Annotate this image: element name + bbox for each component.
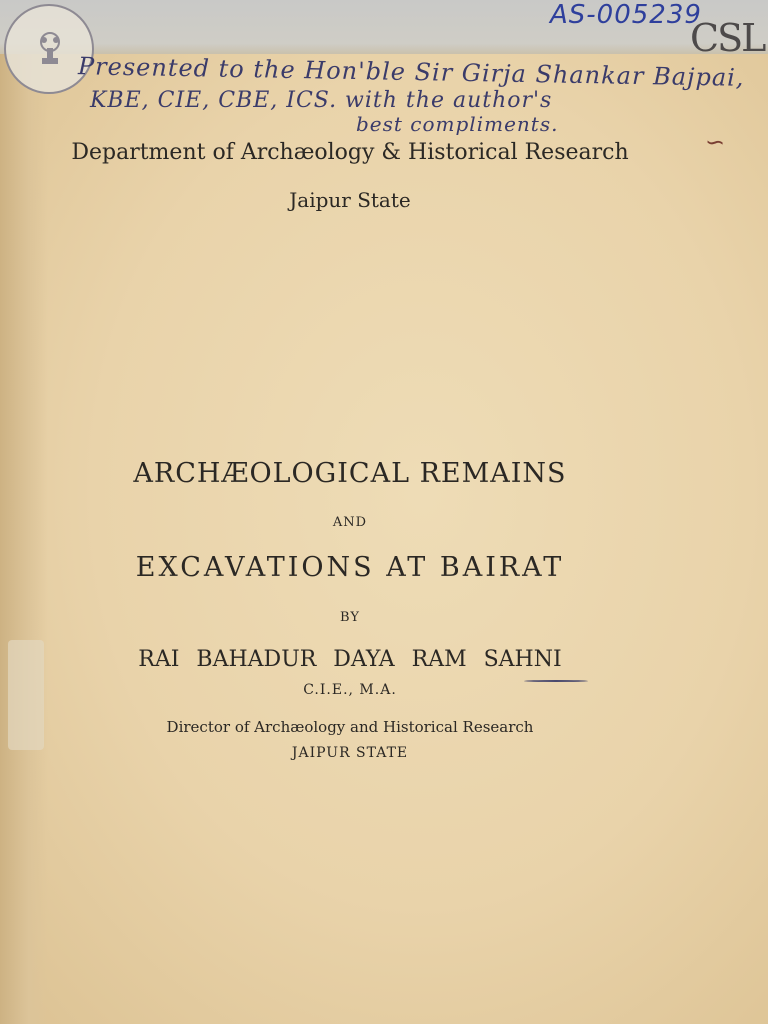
state-heading: Jaipur State — [289, 188, 411, 212]
accession-number: AS-005239 — [550, 0, 702, 30]
handwritten-inscription-line-1: Presented to the Hon'ble Sir Girja Shankar Bajpai, — [77, 52, 745, 92]
handwritten-inscription-line-2: KBE, CIE, CBE, ICS. with the author's — [90, 88, 553, 113]
author-position: Director of Archæology and Historical Research — [166, 718, 534, 736]
handwritten-inscription-line-3: best compliments. — [356, 112, 559, 136]
author-degrees: C.I.E., M.A. — [303, 682, 397, 698]
title-conjunction: AND — [332, 515, 368, 530]
pencil-mark-icon: ∽ — [705, 128, 726, 156]
department-heading: Department of Archæology & Historical Research — [71, 140, 629, 165]
author-location: JAIPUR STATE — [291, 745, 409, 761]
title-line-2: EXCAVATIONS AT BAIRAT — [135, 552, 565, 583]
emblem-of-india-icon — [34, 28, 66, 68]
author-name: RAI BAHADUR DAYA RAM SAHNI — [138, 647, 562, 672]
library-seal — [4, 4, 94, 94]
byline-by: BY — [340, 610, 360, 625]
library-logo: CSL — [690, 16, 765, 60]
title-line-1: ARCHÆOLOGICAL REMAINS — [133, 458, 567, 489]
